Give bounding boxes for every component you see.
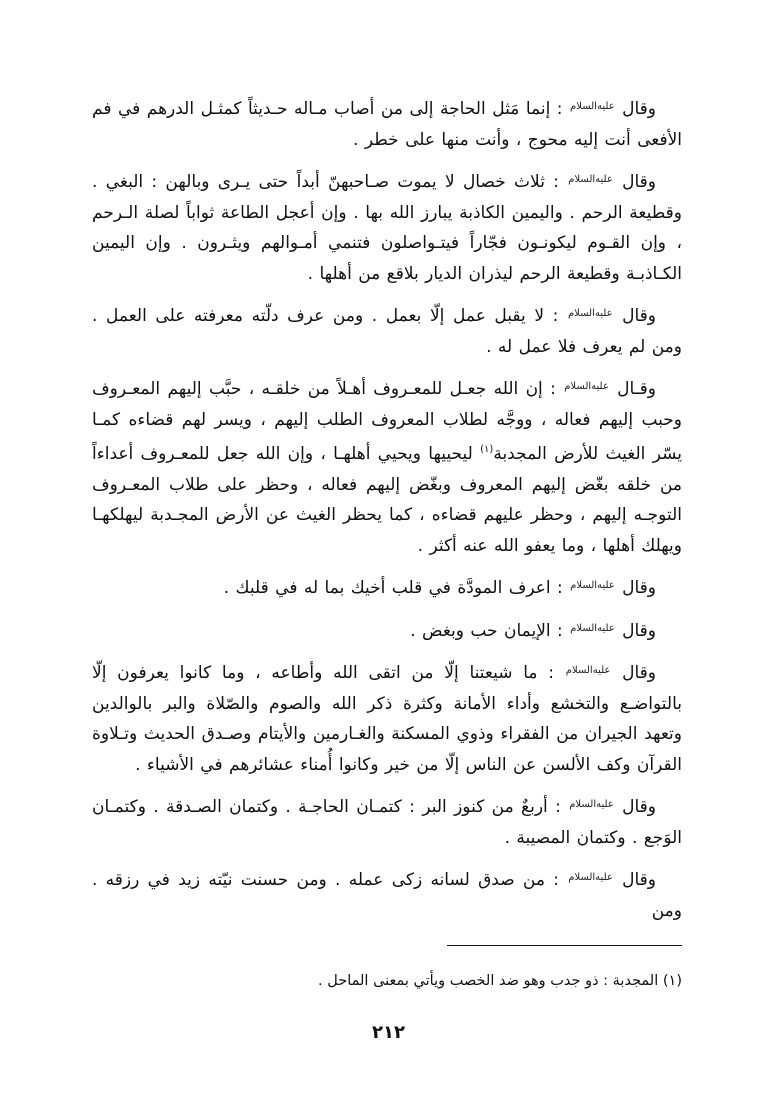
- honorific-glyph: عليه‌السلام: [565, 665, 611, 676]
- paragraph-lead: وقال: [622, 870, 656, 890]
- paragraph-text: : من صدق لسانه زكى عمله . ومن حسنت نيّته زيد في رزقه . ومن: [92, 870, 682, 921]
- paragraph-lead: وقال: [622, 172, 657, 192]
- honorific-glyph: عليه‌السلام: [570, 101, 615, 112]
- honorific-glyph: عليه‌السلام: [570, 580, 615, 591]
- page-number: ٢١٢: [372, 1022, 405, 1043]
- paragraph-text: : ثلاث خصال لا يموت صـاحبهنّ أبداً حتى يـرى وبالهن : البغي . وقطيعة الرحم . واليمين الكاذبة يبارز الله بها . وإن أعجل الطاعة ثواباً لصلة الـرحم ، وإن القـوم ليكونـون فجّاراً فيتـواصلون فتنمي أمـوالهم ويثـرون . وإن اليمين الكـاذبـة وقطيعة الرحم ليذران الديار بلاقع من أهلها .: [92, 172, 682, 284]
- honorific-glyph: عليه‌السلام: [568, 872, 613, 883]
- paragraph-lead: وقال: [622, 99, 656, 119]
- paragraph-lead: وقال: [622, 620, 656, 641]
- paragraph-text: : لا يقبل عمل إلّا بعمل . ومن عرف دلّته معرفته على العمل . ومن لم يعرف فلا عمل له .: [92, 306, 682, 357]
- honorific-glyph: عليه‌السلام: [564, 381, 609, 392]
- paragraph-text-continued: ليحييها ويحيي أهلهـا ، وإن الله جعل للمعـروف أعداءاً من خلقه بغّض إليهم المعروف وبغّض إليهم فعاله ، وحظر على طلاب المعـروف التوجـه إليهم ، وحظر عليهم قضاءه ، كما يحظر الغيث عن الأرض المجـدبة ليهلكهـا ويهلك أهلها ، وما يعفو الله عنه أكثر .: [92, 444, 682, 556]
- paragraph-lead: وقال: [622, 663, 656, 683]
- paragraph-9: [92, 863, 682, 926]
- paragraph-lead: وقال: [622, 306, 656, 326]
- honorific-glyph: عليه‌السلام: [568, 174, 613, 185]
- paragraph-8: [92, 790, 682, 853]
- main-text: [92, 92, 682, 936]
- paragraph-3: [92, 299, 682, 362]
- paragraph-text: : إن الله جعـل للمعـروف أهـلاً من خلقـه ، حبَّب إليهم المعـروف وحبب إليهم فعاله ، ووجَّه لطلاب المعروف الطلب إليهم ، ويسر لهم قضاءه كمـا يسّر الغيث للأرض المجدبة: [92, 379, 682, 464]
- paragraph-text: : الإيمان حب وبغض .: [410, 620, 563, 641]
- paragraph-4: [92, 372, 682, 561]
- paragraph-text: : ما شيعتنا إلّا من اتقى الله وأطاعه ، وما كانوا يعرفون إلّا بالتواضـع والتخشع وأداء الأمانة وكثرة ذكر الله والصوم والصّلاة والبر بالوالدين وتعهد الجيران من الفقراء وذوي المسكنة والغـارمين والأيتام وصـدق الحديث وتـلاوة القرآن وكف الألسن عن الناس إلّا من خير وكانوا أُمناء عشائرهم في الأشياء .: [92, 663, 682, 775]
- paragraph-6: [92, 614, 682, 647]
- paragraph-lead: وقـال: [617, 379, 657, 399]
- paragraph-2: [92, 165, 682, 289]
- paragraph-5: [92, 571, 682, 604]
- paragraph-lead: وقال: [622, 797, 656, 817]
- paragraph-1: [92, 92, 682, 155]
- paragraph-text: : أربعٌ من كنوز البر : كتمـان الحاجـة . وكتمان الصـدقة . وكتمـان الوَجع . وكتمان المصيبة .: [92, 797, 682, 848]
- honorific-glyph: عليه‌السلام: [567, 308, 613, 319]
- paragraph-lead: وقال: [622, 578, 656, 598]
- paragraph-text: : اعرف المودَّة في قلب أخيك بما له في قلبك .: [223, 578, 563, 598]
- footnote-reference: (١): [480, 444, 494, 455]
- paragraph-text: : إنما مَثل الحاجة إلى من أصاب مـاله حـديثاً كمثـل الدرهم في فم الأفعى أنت إليه محوج ، وأنت منها على خطر .: [92, 99, 682, 150]
- footnote-divider: [447, 945, 682, 946]
- honorific-glyph: عليه‌السلام: [570, 622, 615, 634]
- honorific-glyph: عليه‌السلام: [569, 799, 614, 810]
- footnote: (١) المجدبة : ذو جدب وهو ضد الخصب ويأتي بمعنى الماحل .: [318, 973, 682, 989]
- paragraph-7: [92, 656, 682, 780]
